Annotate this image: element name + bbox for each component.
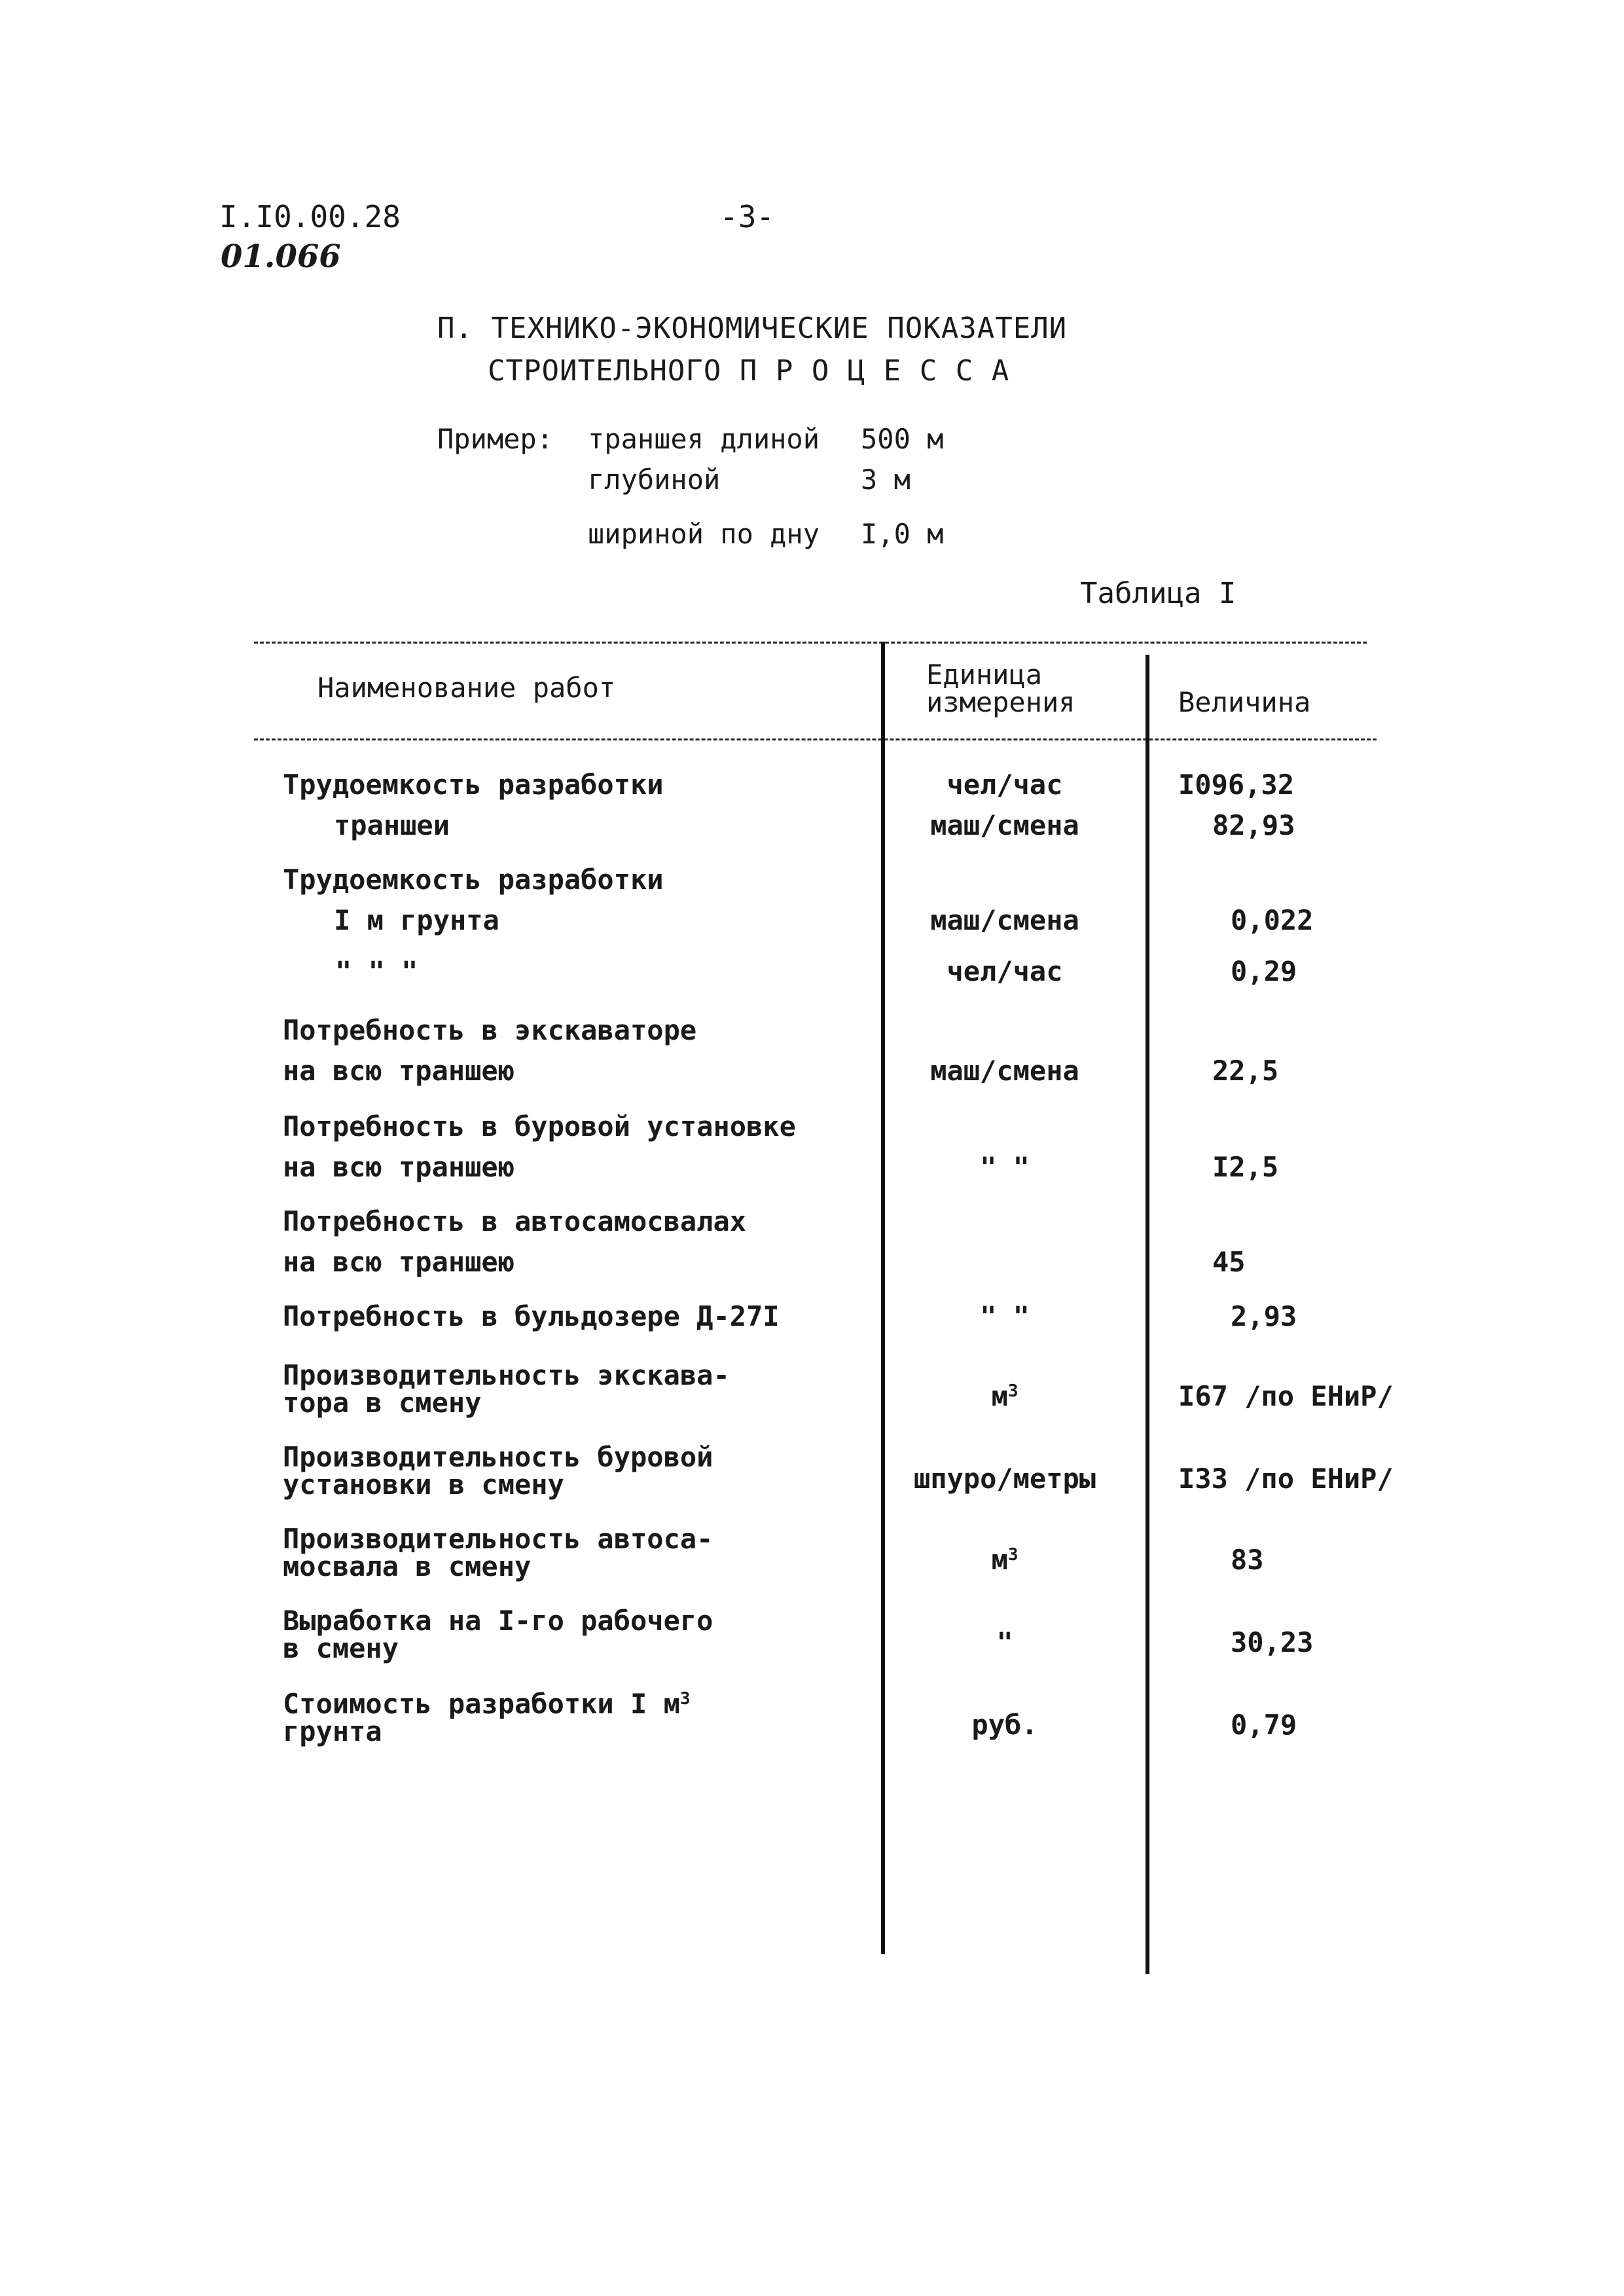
table-row-unit: маш/смена bbox=[930, 904, 1079, 936]
table-row-label: Потребность в буровой установке bbox=[283, 1110, 796, 1142]
table-row-label: установки в смену bbox=[283, 1468, 564, 1501]
table-row-label: Потребность в экскаваторе bbox=[283, 1014, 697, 1046]
table-row-unit: " " bbox=[980, 1151, 1030, 1183]
table-row-value: I2,5 bbox=[1212, 1151, 1279, 1183]
table-row-value: 0,022 bbox=[1231, 904, 1314, 936]
table-row-value: 2,93 bbox=[1231, 1300, 1297, 1332]
table-caption: Таблица I bbox=[1080, 577, 1236, 610]
example-row-text: шириной по дну bbox=[588, 518, 820, 550]
header-unit: Единица bbox=[926, 659, 1043, 691]
table-top-rule bbox=[254, 642, 1367, 644]
table-row-value: I096,32 bbox=[1178, 769, 1295, 801]
table-row-value: 83 bbox=[1231, 1544, 1264, 1576]
section-title-line2: СТРОИТЕЛЬНОГО П Р О Ц Е С С А bbox=[488, 354, 1010, 388]
table-row-unit: маш/смена bbox=[930, 1055, 1079, 1087]
table-row-label: грунта bbox=[283, 1715, 382, 1747]
table-row-unit: чел/час bbox=[947, 769, 1063, 801]
table-row-unit: шпуро/метры bbox=[913, 1463, 1096, 1495]
example-row-text: глубиной bbox=[588, 464, 721, 496]
table-row-label: I м грунта bbox=[334, 904, 499, 936]
header-value: Величина bbox=[1178, 686, 1311, 718]
header-unit: измерения bbox=[926, 686, 1075, 718]
table-row-label: мосвала в смену bbox=[283, 1550, 532, 1582]
table-row-value: 30,23 bbox=[1231, 1626, 1314, 1658]
table-row-unit: " " bbox=[980, 1300, 1030, 1332]
example-row-value: 3 м bbox=[861, 464, 911, 496]
document-code: I.I0.00.28 bbox=[219, 199, 401, 234]
table-row-value: I67 /по ЕНиР/ bbox=[1178, 1380, 1394, 1412]
page-number: -3- bbox=[720, 199, 775, 234]
table-row-label: на всю траншею bbox=[283, 1151, 515, 1183]
table-row-value: 22,5 bbox=[1212, 1055, 1279, 1087]
sheet-code: 01.066 bbox=[221, 238, 341, 275]
example-row-text: траншея длиной bbox=[588, 423, 820, 455]
row-label-superscript: 3 bbox=[679, 1689, 691, 1709]
table-row-value: 45 bbox=[1212, 1246, 1246, 1278]
table-row-value: 0,79 bbox=[1231, 1709, 1297, 1741]
table-row-unit bbox=[880, 1380, 1129, 1412]
example-label: Пример: bbox=[437, 423, 554, 455]
table-column-divider bbox=[1146, 655, 1149, 1974]
table-row-unit: руб. bbox=[971, 1709, 1038, 1741]
table-row-label: тора в смену bbox=[283, 1387, 482, 1419]
table-row-label: в смену bbox=[283, 1632, 399, 1664]
table-row-label bbox=[283, 1690, 691, 1718]
example-row-value: I,0 м bbox=[861, 518, 944, 550]
table-row-label: Трудоемкость разработки bbox=[283, 769, 664, 801]
table-row-value: 82,93 bbox=[1212, 809, 1295, 841]
section-title-line1: П. ТЕХНИКО-ЭКОНОМИЧЕСКИЕ ПОКАЗАТЕЛИ bbox=[437, 312, 1068, 345]
unit-superscript: 3 bbox=[1007, 1381, 1019, 1401]
table-row-unit: чел/час bbox=[947, 955, 1063, 987]
table-row-label: Производительность автоса- bbox=[283, 1523, 713, 1555]
table-row-unit: маш/смена bbox=[930, 809, 1079, 841]
unit-superscript: 3 bbox=[1007, 1545, 1019, 1565]
table-row-value: I33 /по ЕНиР/ bbox=[1178, 1463, 1394, 1495]
table-row-label: Производительность экскава- bbox=[283, 1359, 730, 1391]
table-row-unit bbox=[880, 1546, 1129, 1574]
table-row-value: 0,29 bbox=[1231, 955, 1297, 987]
table-row-ditto: " " " bbox=[335, 955, 418, 987]
table-row-label: траншеи bbox=[334, 809, 450, 841]
table-row-label: Выработка на I-го рабочего bbox=[283, 1605, 713, 1637]
table-row-label: на всю траншею bbox=[283, 1055, 515, 1087]
table-row-label: на всю траншею bbox=[283, 1246, 515, 1278]
row-label-base: Стоимость разработки I м bbox=[283, 1688, 680, 1720]
unit-base: м bbox=[991, 1544, 1008, 1576]
table-row-label: Потребность в бульдозере Д-27I bbox=[283, 1300, 780, 1332]
table-row-label: Потребность в автосамосвалах bbox=[283, 1205, 747, 1237]
table-row-unit: " bbox=[996, 1626, 1013, 1658]
example-row-value: 500 м bbox=[861, 423, 944, 455]
table-row-label: Производительность буровой bbox=[283, 1441, 713, 1473]
unit-base: м bbox=[991, 1380, 1008, 1412]
table-header-rule bbox=[254, 738, 1377, 740]
header-name-of-work: Наименование работ bbox=[317, 672, 616, 704]
table-row-label: Трудоемкость разработки bbox=[283, 864, 664, 896]
